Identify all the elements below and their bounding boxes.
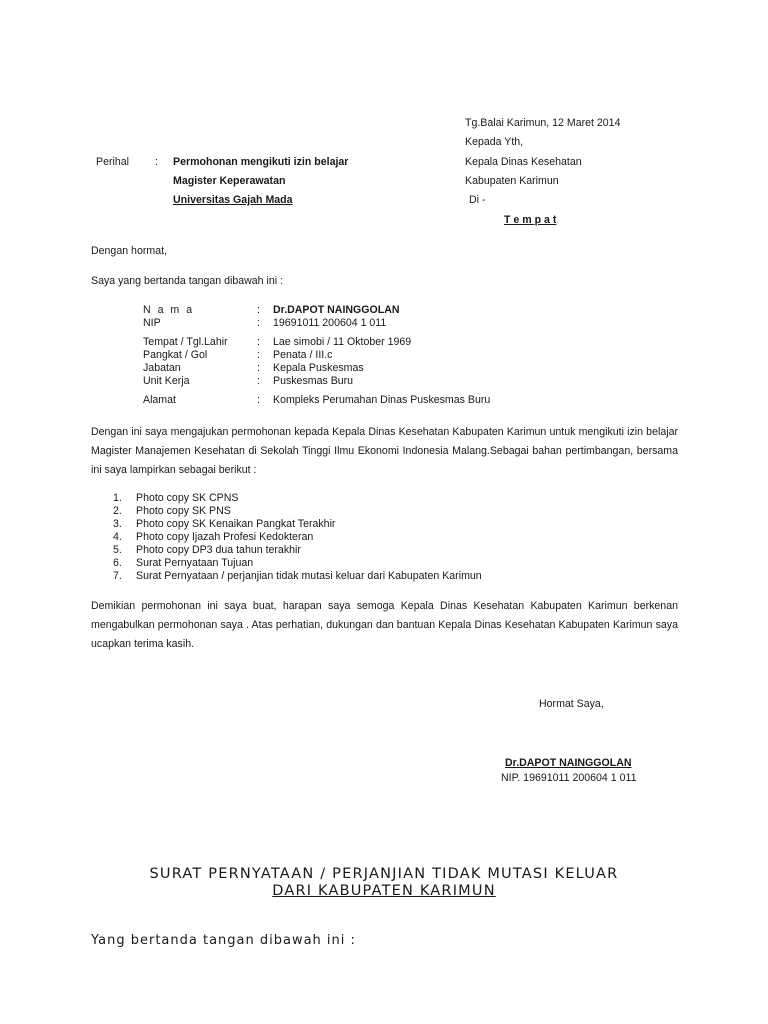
addressee-line-4: Di - bbox=[469, 194, 486, 206]
list-item-number: 4. bbox=[113, 531, 122, 543]
identity-label: NIP bbox=[143, 317, 161, 329]
identity-label: Alamat bbox=[143, 394, 176, 406]
identity-label: Jabatan bbox=[143, 362, 181, 374]
subject-label: Perihal bbox=[96, 156, 129, 168]
identity-value: Puskesmas Buru bbox=[273, 375, 354, 387]
identity-colon: : bbox=[257, 336, 260, 348]
identity-value: Dr.DAPOT NAINGGOLAN bbox=[273, 304, 400, 316]
statement-intro: Yang bertanda tangan dibawah ini : bbox=[91, 933, 356, 948]
identity-colon: : bbox=[257, 394, 260, 406]
list-item-text: Photo copy DP3 dua tahun terakhir bbox=[136, 544, 301, 556]
list-item-number: 7. bbox=[113, 570, 122, 582]
identity-value: Penata / III.c bbox=[273, 349, 333, 361]
addressee-line-3: Kabupaten Karimun bbox=[465, 175, 559, 187]
list-item-number: 1. bbox=[113, 492, 122, 504]
subject-line-2: Magister Keperawatan bbox=[173, 175, 286, 187]
greeting: Dengan hormat, bbox=[91, 245, 167, 257]
identity-row-position bbox=[143, 363, 563, 376]
identity-value: Kompleks Perumahan Dinas Puskesmas Buru bbox=[273, 394, 491, 406]
attachment-list bbox=[91, 493, 591, 584]
subject-line-3: Universitas Gajah Mada bbox=[173, 194, 293, 206]
list-item-number: 6. bbox=[113, 557, 122, 569]
statement-title-line-2-wrap bbox=[0, 884, 768, 899]
list-item-text: Photo copy SK PNS bbox=[136, 505, 231, 517]
identity-label: Tempat / Tgl.Lahir bbox=[143, 336, 228, 348]
intro-text: Saya yang bertanda tangan dibawah ini : bbox=[91, 275, 284, 287]
identity-row-unit bbox=[143, 376, 563, 389]
signature-nip: NIP. 19691011 200604 1 011 bbox=[501, 772, 637, 784]
list-item-text: Photo copy SK Kenaikan Pangkat Terakhir bbox=[136, 518, 336, 530]
identity-label: Pangkat / Gol bbox=[143, 349, 208, 361]
statement-title-line-1: SURAT PERNYATAAN / PERJANJIAN TIDAK MUTASI KELUAR bbox=[149, 866, 619, 882]
list-item-text: Photo copy Ijazah Profesi Kedokteran bbox=[136, 531, 314, 543]
identity-value: Lae simobi / 11 Oktober 1969 bbox=[273, 336, 412, 348]
identity-colon: : bbox=[257, 304, 260, 316]
identity-colon: : bbox=[257, 349, 260, 361]
identity-row-nip bbox=[143, 318, 563, 331]
identity-label: N a m a bbox=[143, 304, 195, 316]
list-item bbox=[91, 571, 591, 584]
list-item-number: 5. bbox=[113, 544, 122, 556]
list-item-text: Surat Pernyataan Tujuan bbox=[136, 557, 254, 569]
identity-colon: : bbox=[257, 375, 260, 387]
letter-date: Tg.Balai Karimun, 12 Maret 2014 bbox=[465, 117, 621, 129]
identity-value: 19691011 200604 1 011 bbox=[273, 317, 387, 329]
subject-colon: : bbox=[155, 156, 158, 168]
list-item-text: Surat Pernyataan / perjanjian tidak mutasi keluar dari Kabupaten Karimun bbox=[136, 570, 482, 582]
identity-row-address bbox=[143, 395, 563, 408]
signature-salutation: Hormat Saya, bbox=[539, 698, 604, 710]
list-item-text: Photo copy SK CPNS bbox=[136, 492, 239, 504]
statement-title-line-2: DARI KABUPATEN KARIMUN bbox=[272, 883, 496, 899]
list-item-number: 3. bbox=[113, 518, 122, 530]
list-item-number: 2. bbox=[113, 505, 122, 517]
addressee-line-1: Kepada Yth, bbox=[465, 136, 524, 148]
identity-colon: : bbox=[257, 317, 260, 329]
identity-colon: : bbox=[257, 362, 260, 374]
closing-paragraph: Demikian permohonan ini saya buat, harapan saya semoga Kepala Dinas Kesehatan Kabupaten Karimun berkenan mengabulkan permohonan saya . Atas perhatian, dukungan dan bantuan Kepala Dinas Kesehatan Kabupaten Karimun saya ucapkan terima kasih. bbox=[91, 600, 678, 650]
identity-label: Unit Kerja bbox=[143, 375, 190, 387]
signature-name: Dr.DAPOT NAINGGOLAN bbox=[505, 757, 632, 769]
subject-line-1: Permohonan mengikuti izin belajar bbox=[173, 156, 349, 168]
addressee-line-2: Kepala Dinas Kesehatan bbox=[465, 156, 582, 168]
identity-value: Kepala Puskesmas bbox=[273, 362, 364, 374]
body-paragraph: Dengan ini saya mengajukan permohonan kepada Kepala Dinas Kesehatan Kabupaten Karimun untuk mengikuti izin belajar Magister Manajemen Kesehatan di Sekolah Tinggi Ilmu Ekonomi Indonesia Malang.Sebagai bahan pertimbangan, bersama ini saya lampirkan sebagai berikut : bbox=[91, 426, 678, 476]
addressee-location: T e m p a t bbox=[504, 214, 557, 226]
